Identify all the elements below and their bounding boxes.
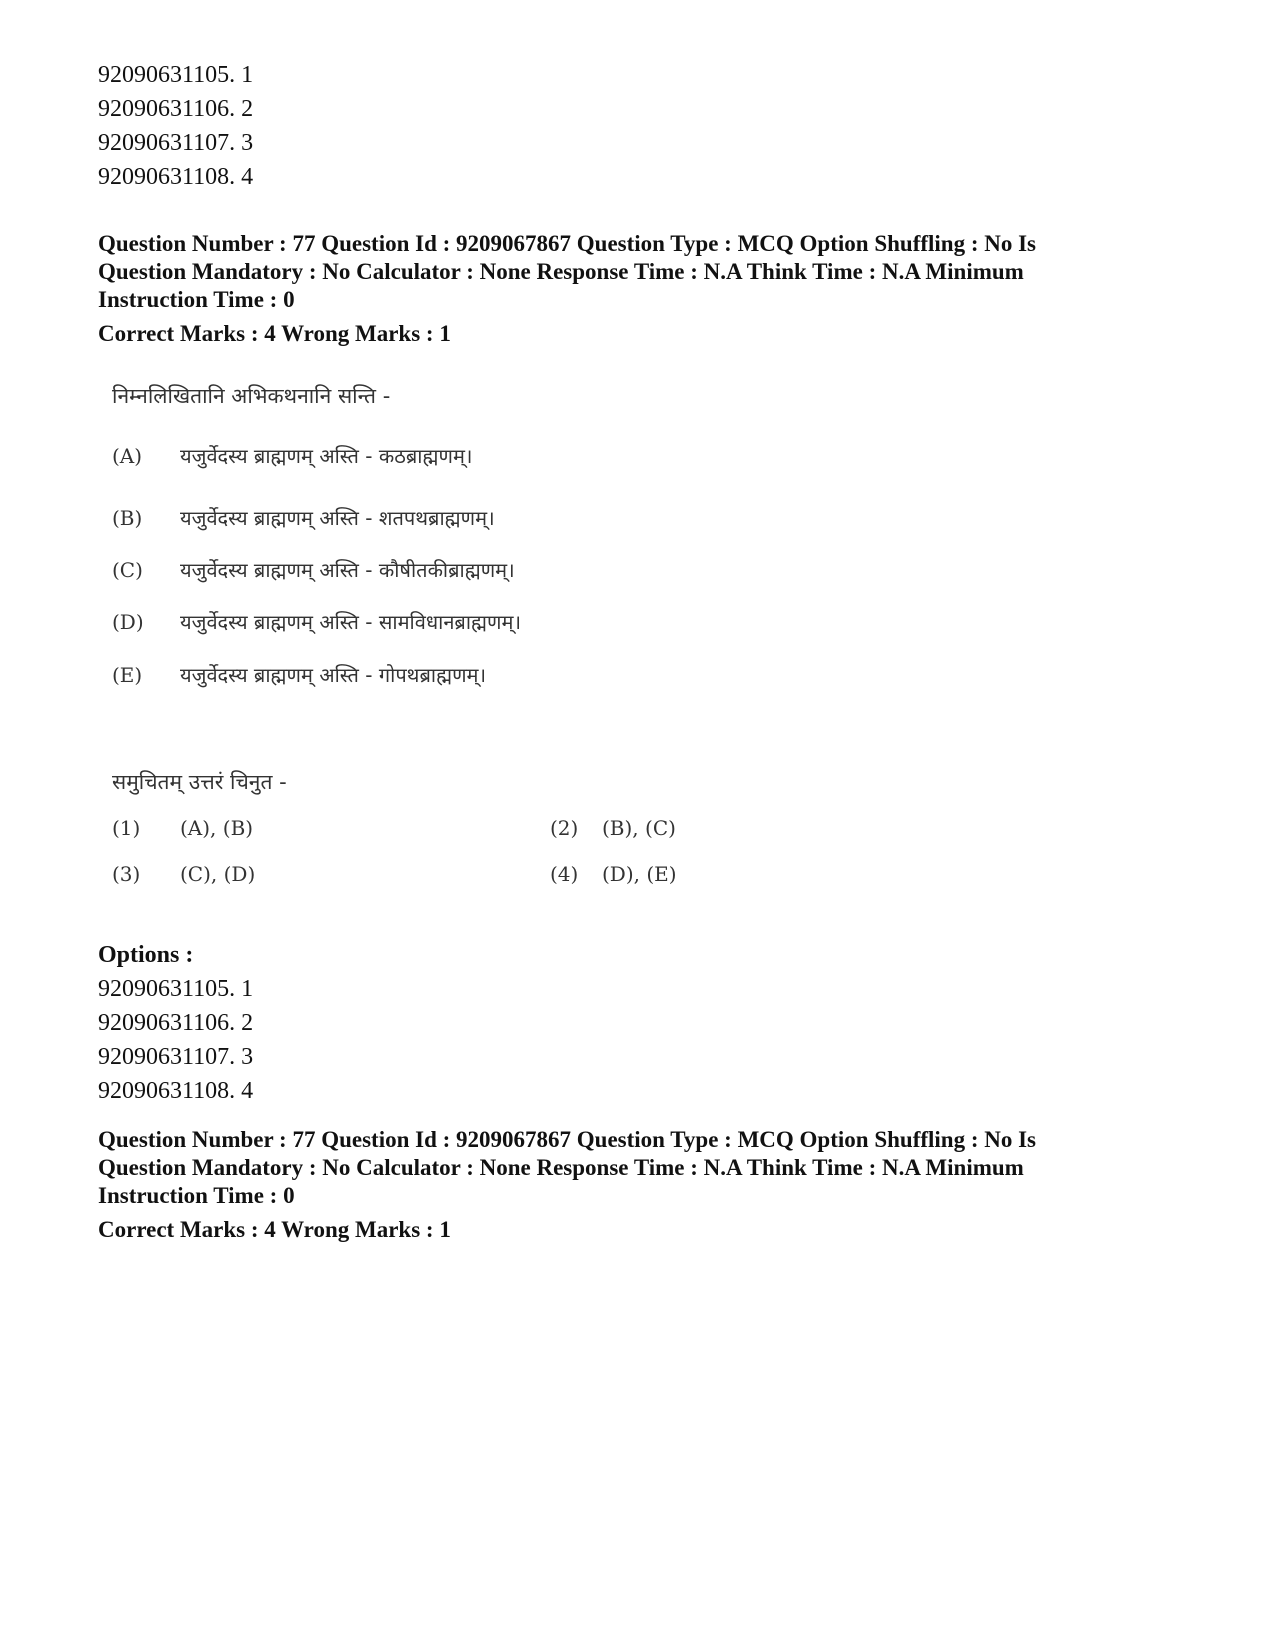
question-header-line: Question Mandatory : No Calculator : None Response Time : N.A Think Time : N.A Minimum xyxy=(98,259,1024,284)
answer-choice-1 xyxy=(112,816,253,840)
question-marks: Correct Marks : 4 Wrong Marks : 1 xyxy=(98,321,451,346)
option-line: 92090631107. 3 xyxy=(98,1044,254,1070)
option-line: 92090631105. 1 xyxy=(98,62,254,88)
options-label: Options : xyxy=(98,942,194,968)
question-header-line: Instruction Time : 0 xyxy=(98,287,295,312)
question-header-line: Question Number : 77 Question Id : 9209067867 Question Type : MCQ Option Shuffling : No Is xyxy=(98,1127,1037,1152)
statement-d xyxy=(112,608,521,635)
previous-options-list xyxy=(98,58,253,194)
statement-a xyxy=(112,442,473,469)
question-header-line: Question Mandatory : No Calculator : None Response Time : N.A Think Time : N.A Minimum xyxy=(98,1155,1024,1180)
statement-text: यजुर्वेदस्य ब्राह्मणम् अस्ति - कौषीतकीब्राह्मणम्। xyxy=(180,558,515,582)
answer-number: (3) xyxy=(112,862,141,886)
answer-text: (C), (D) xyxy=(180,862,256,886)
answer-number: (4) xyxy=(550,862,579,886)
answer-choice-2 xyxy=(550,816,676,840)
statement-label: (A) xyxy=(112,444,143,468)
statement-label: (D) xyxy=(112,610,144,634)
statement-label: (E) xyxy=(112,663,143,687)
answer-choice-4 xyxy=(550,862,677,886)
statement-label: (C) xyxy=(112,558,143,582)
statement-text: यजुर्वेदस्य ब्राह्मणम् अस्ति - शतपथब्राह्मणम्। xyxy=(180,506,495,530)
question-marks: Correct Marks : 4 Wrong Marks : 1 xyxy=(98,1217,451,1242)
option-line: 92090631108. 4 xyxy=(98,164,254,190)
answer-choice-3 xyxy=(112,862,255,886)
question-body xyxy=(106,370,806,930)
question-header xyxy=(98,1126,1158,1210)
statement-e xyxy=(112,661,486,688)
option-line: 92090631106. 2 xyxy=(98,1010,254,1036)
answer-text: (D), (E) xyxy=(602,862,677,886)
statement-c xyxy=(112,556,515,583)
option-line: 92090631107. 3 xyxy=(98,130,254,156)
option-line: 92090631108. 4 xyxy=(98,1078,254,1104)
question-intro: निम्नलिखितानि अभिकथनानि सन्ति - xyxy=(112,384,391,408)
question-header-line: Instruction Time : 0 xyxy=(98,1183,295,1208)
option-line: 92090631105. 1 xyxy=(98,976,254,1002)
answer-number: (2) xyxy=(550,816,579,840)
statement-text: यजुर्वेदस्य ब्राह्मणम् अस्ति - सामविधानब्राह्मणम्। xyxy=(180,610,522,634)
answer-number: (1) xyxy=(112,816,141,840)
question-instruction: समुचितम् उत्तरं चिनुत - xyxy=(112,770,287,794)
statement-text: यजुर्वेदस्य ब्राह्मणम् अस्ति - गोपथब्राह्मणम्। xyxy=(180,663,487,687)
question-header xyxy=(98,230,1158,314)
question-header-line: Question Number : 77 Question Id : 9209067867 Question Type : MCQ Option Shuffling : No Is xyxy=(98,231,1037,256)
answer-text: (A), (B) xyxy=(180,816,254,840)
answer-text: (B), (C) xyxy=(602,816,676,840)
statement-text: यजुर्वेदस्य ब्राह्मणम् अस्ति - कठब्राह्मणम्। xyxy=(180,444,473,468)
statement-label: (B) xyxy=(112,506,143,530)
option-line: 92090631106. 2 xyxy=(98,96,254,122)
statement-b xyxy=(112,504,495,531)
options-list xyxy=(98,972,253,1108)
